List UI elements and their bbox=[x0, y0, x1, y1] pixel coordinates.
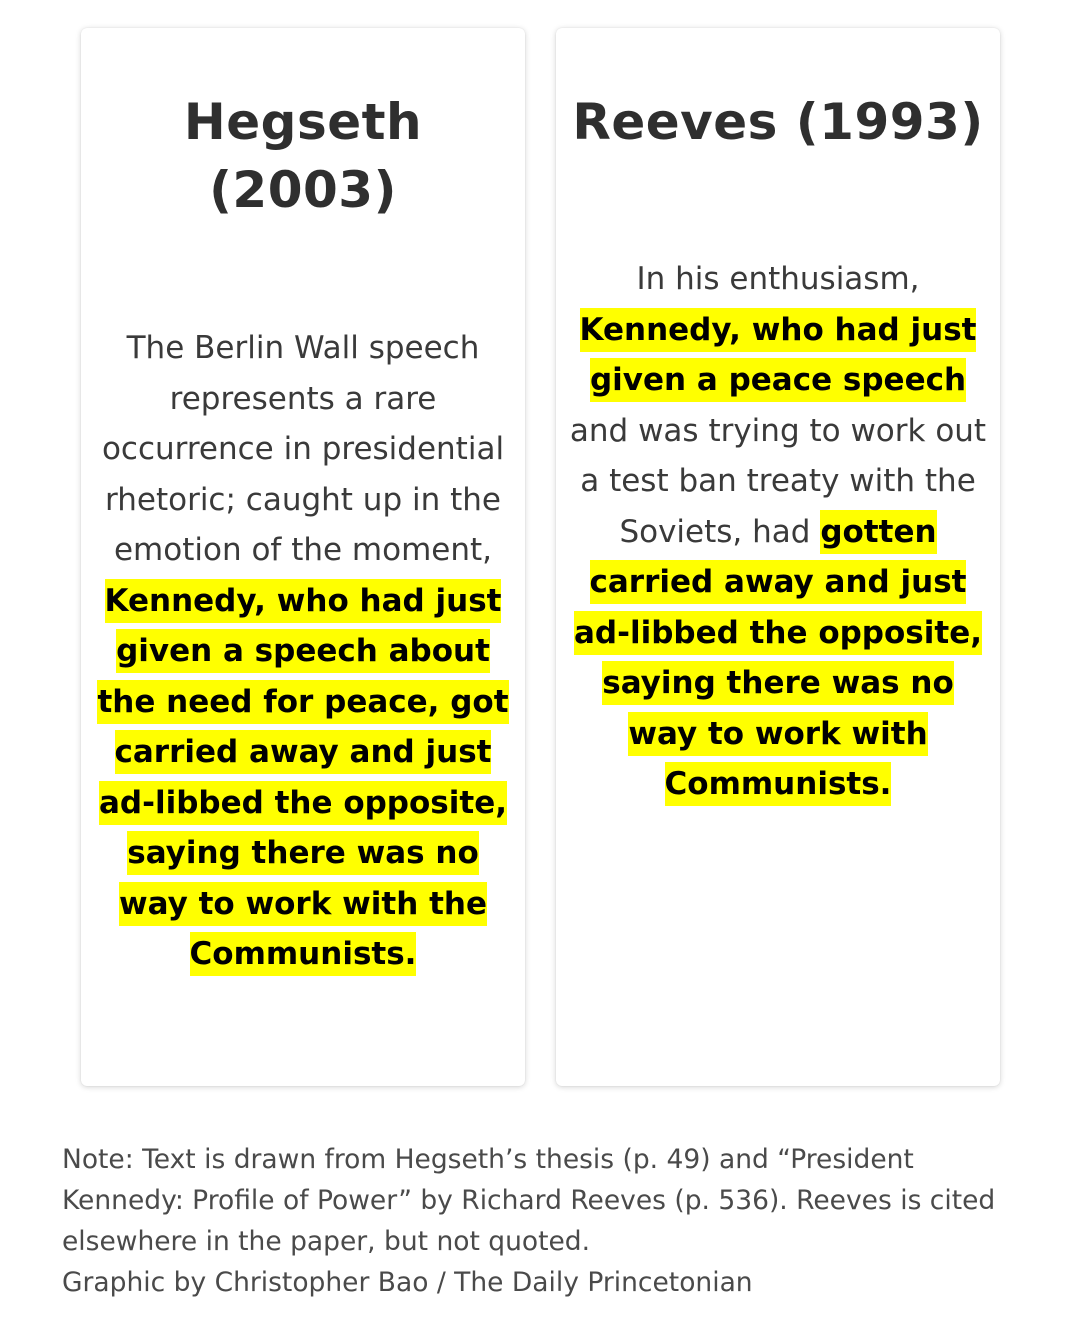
hegseth-quote bbox=[81, 323, 525, 980]
hegseth-quote-plain: The Berlin Wall speech represents a rare occurrence in presidential rhetoric; caught up in the emotion of the moment, bbox=[101, 330, 505, 568]
hegseth-card-title: Hegseth (2003) bbox=[183, 93, 423, 219]
reeves-quote-plain-2: and was trying to work out a test ban treaty with the Soviets, had bbox=[569, 412, 987, 550]
hegseth-quote-highlight: Kennedy, who had just given a speech about the need for peace, got carried away and just ad-libbed the opposite, saying there was no way to work with the Communists. bbox=[97, 579, 508, 977]
reeves-quote-plain-1: In his enthusiasm, bbox=[636, 261, 920, 297]
reeves-quote bbox=[556, 254, 1000, 810]
reeves-quote-highlight-1: Kennedy, who had just given a peace speech bbox=[580, 308, 977, 403]
reeves-card-title: Reeves (1993) bbox=[572, 93, 984, 151]
graphic-credit: Graphic by Christopher Bao / The Daily Princetonian bbox=[62, 1267, 753, 1298]
reeves-quote-highlight-2: gotten carried away and just ad-libbed the opposite, saying there was no way to work with Communists. bbox=[574, 510, 982, 807]
hegseth-card bbox=[81, 28, 525, 1086]
reeves-card bbox=[556, 28, 1000, 1086]
source-note: Note: Text is drawn from Hegseth’s thesis (p. 49) and “President Kennedy: Profile of Power” by Richard Reeves (p. 536). Reeves is cited elsewhere in the paper, but not quoted. bbox=[62, 1144, 996, 1257]
footer-note bbox=[62, 1139, 1042, 1303]
